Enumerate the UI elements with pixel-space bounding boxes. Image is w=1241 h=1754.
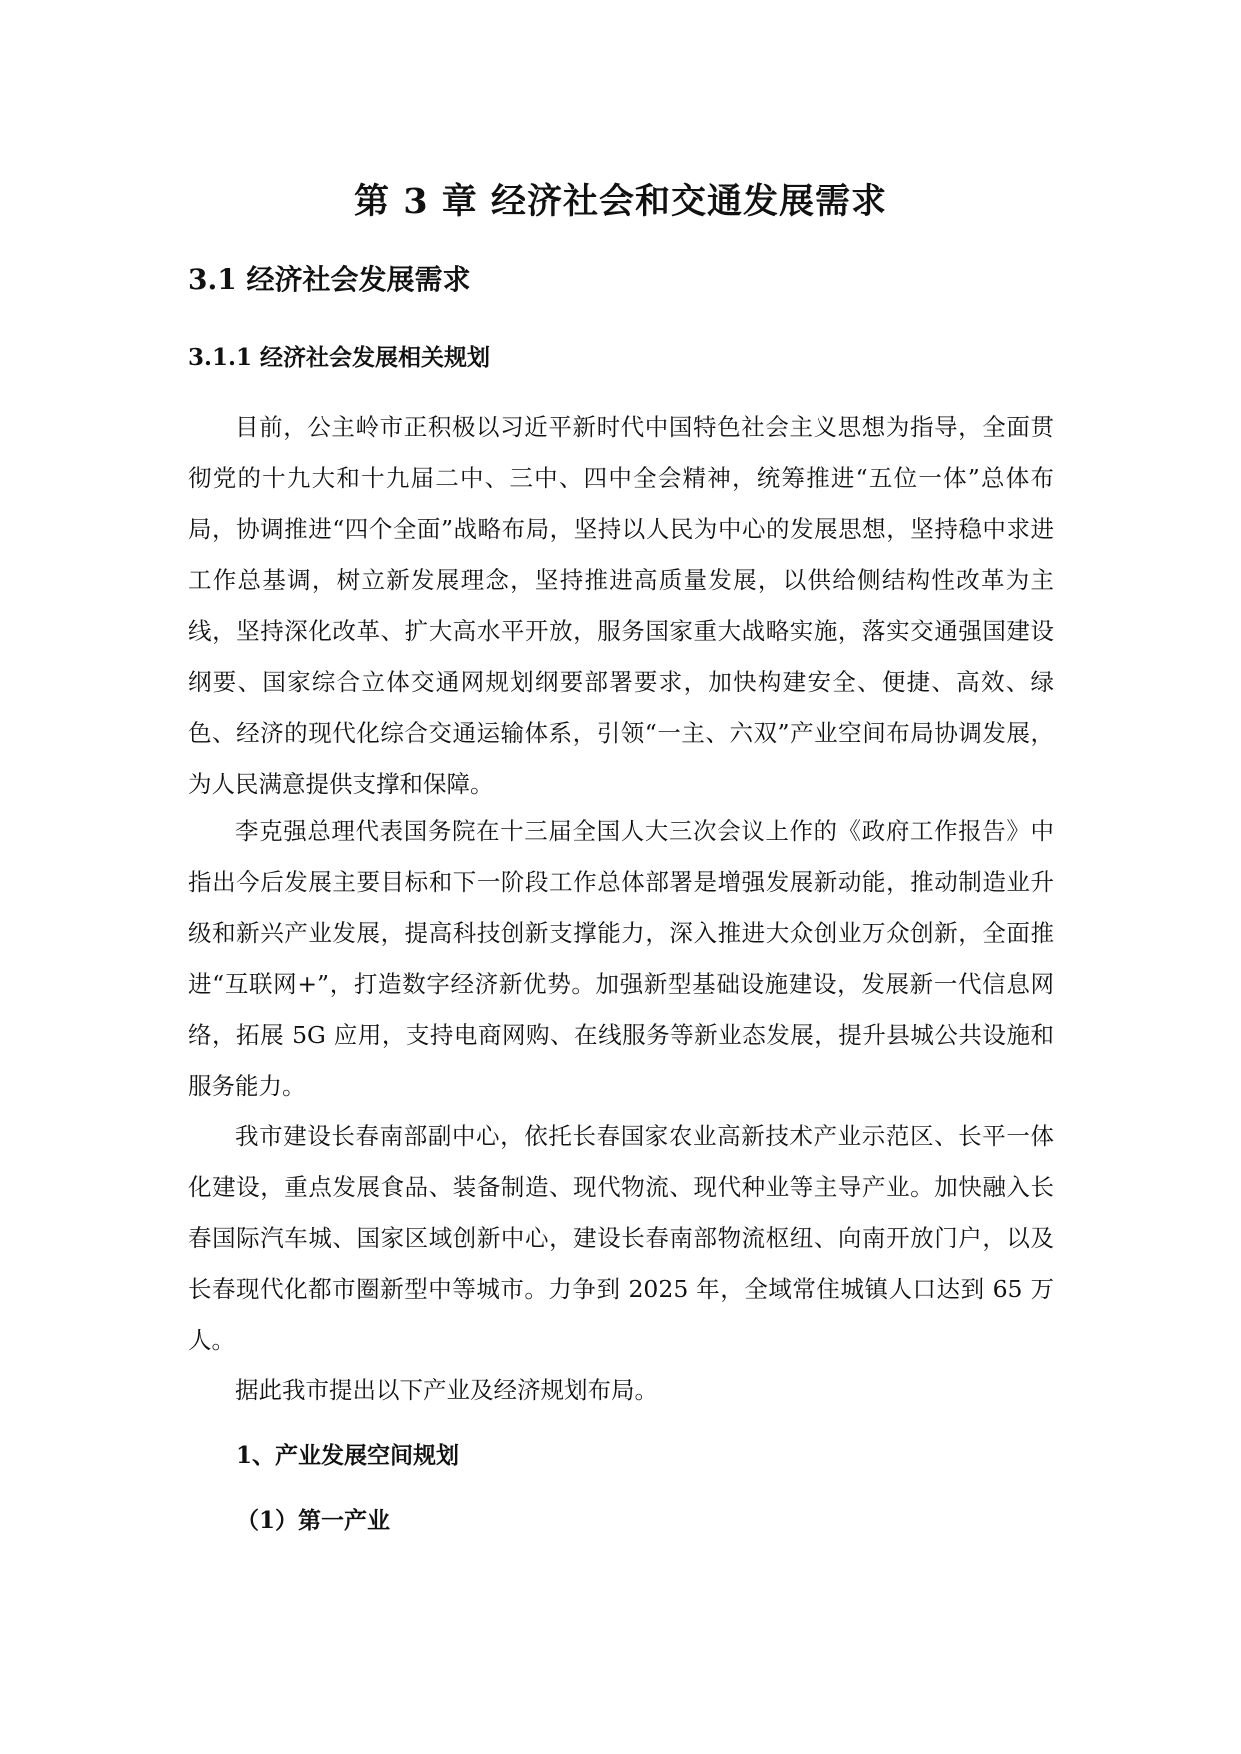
subsection-title: 3.1.1 经济社会发展相关规划 — [188, 344, 491, 371]
sub-item-heading: （1）第一产业 — [236, 1507, 391, 1534]
chapter-title: 第 3 章 经济社会和交通发展需求 — [354, 181, 887, 222]
paragraph-2: 李克强总理代表国务院在十三届全国人大三次会议上作的《政府工作报告》中指出今后发展主要目标和下一阶段工作总体部署是增强发展新动能，推动制造业升级和新兴产业发展，提高科技创新支撑能力，深入推进大众创业万众创新，全面推进“互联网+”，打造数字经济新优势。加强新型基础设施建设，发展新一代信息网络，拓展 5G 应用，支持电商网购、在线服务等新业态发展，提升县城公共设施和服务能力。 — [188, 817, 1054, 1100]
paragraph-3: 我市建设长春南部副中心，依托长春国家农业高新技术产业示范区、长平一体化建设，重点发展食品、装备制造、现代物流、现代种业等主导产业。加快融入长春国际汽车城、国家区域创新中心，建设长春南部物流枢纽、向南开放门户，以及长春现代化都市圈新型中等城市。力争到 2025 年，全域常住城镇人口达到 65 万人。 — [188, 1122, 1054, 1354]
section-title: 3.1 经济社会发展需求 — [188, 263, 471, 296]
paragraph-1: 目前，公主岭市正积极以习近平新时代中国特色社会主义思想为指导，全面贯彻党的十九大和十九届二中、三中、四中全会精神，统筹推进“五位一体”总体布局，协调推进“四个全面”战略布局，坚持以人民为中心的发展思想，坚持稳中求进工作总基调，树立新发展理念，坚持推进高质量发展，以供给侧结构性改革为主线，坚持深化改革、扩大高水平开放，服务国家重大战略实施，落实交通强国建设纲要、国家综合立体交通网规划纲要部署要求，加快构建安全、便捷、高效、绿色、经济的现代化综合交通运输体系，引领“一主、六双”产业空间布局协调发展，为人民满意提供支撑和保障。 — [188, 413, 1054, 798]
item-heading: 1、产业发展空间规划 — [236, 1442, 460, 1469]
paragraph-4: 据此我市提出以下产业及经济规划布局。 — [235, 1376, 658, 1404]
